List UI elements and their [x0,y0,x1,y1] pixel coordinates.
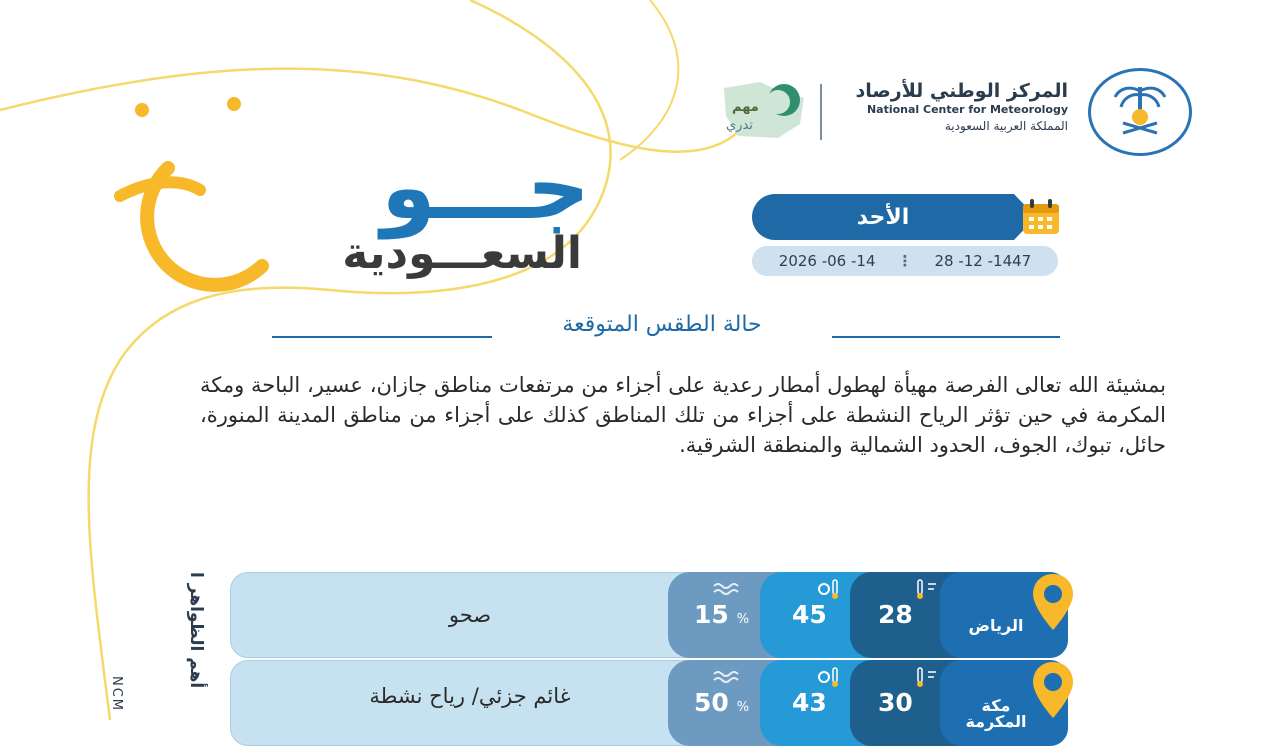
forecast-description: بمشيئة الله تعالى الفرصة مهيأة لهطول أمطار رعدية على أجزاء من مرتفعات مناطق جازان، عسير، الباحة ومكة المكرمة في حين تؤثر الرياح النشطة على أجزاء من تلك المناطق كذلك على أجزاء من مناطق المدينة المنورة، حائل، تبوك، الجوف، الحدود الشمالية والمنطقة الشرقية. [200,373,1166,457]
date-separator: ⋮ [897,252,913,270]
calendar-icon [1020,198,1062,236]
section-line-right [832,336,1060,338]
section-line-left [272,336,492,338]
day-label: الأحد [752,194,1014,240]
section-header [272,310,1060,346]
location-pin-icon [1030,660,1076,722]
city-name: الرياض [968,616,1024,635]
country-name: المملكة العربية السعودية [944,119,1068,133]
ncm-text-block [836,80,1068,134]
weather-condition: صحو [448,603,492,627]
humidity-value: 15 % [694,600,750,629]
city-row [230,572,1068,658]
section-title: حالة الطقس المتوقعة [562,312,762,337]
city-row [230,660,1068,746]
palm-emblem-icon [1105,77,1175,147]
city-name: مكة المكرمة [965,696,1027,731]
campaign-bottom-text: تدري [726,118,753,133]
location-pin-icon [1030,572,1076,634]
org-name-ar: المركز الوطني للأرصاد [855,80,1068,102]
date-bar [752,246,1058,276]
side-ncm-text: NCM [109,676,124,713]
brand-subtitle: السعـــودية [342,228,582,279]
gregorian-date: 2026 -06 -14 [778,252,876,270]
cold-thermometer-icon [912,666,940,688]
min-temp-value: 28 [878,600,913,629]
cold-thermometer-icon [912,578,940,600]
sun-thermometer-icon [814,578,842,600]
humidity-value: 50 % [694,688,750,717]
org-name-en: National Center for Meteorology [866,103,1068,116]
max-temp-value: 43 [792,688,827,717]
hijri-date: 28 -12 -1447 [934,252,1032,270]
max-temp-value: 45 [792,600,827,629]
campaign-logo [720,78,810,142]
humidity-waves-icon [712,666,740,688]
min-temp-value: 30 [878,688,913,717]
header-separator [820,84,822,140]
ncm-emblem [1088,68,1192,156]
side-label [186,572,212,722]
sun-thermometer-icon [814,666,842,688]
side-label-text: أهم الظواهر ا [186,572,206,689]
weather-condition: غائم جزئي/ رياح نشطة [369,684,571,708]
humidity-waves-icon [712,578,740,600]
campaign-top-text: مهم [732,100,759,115]
brand-title: جـــو [381,136,590,239]
